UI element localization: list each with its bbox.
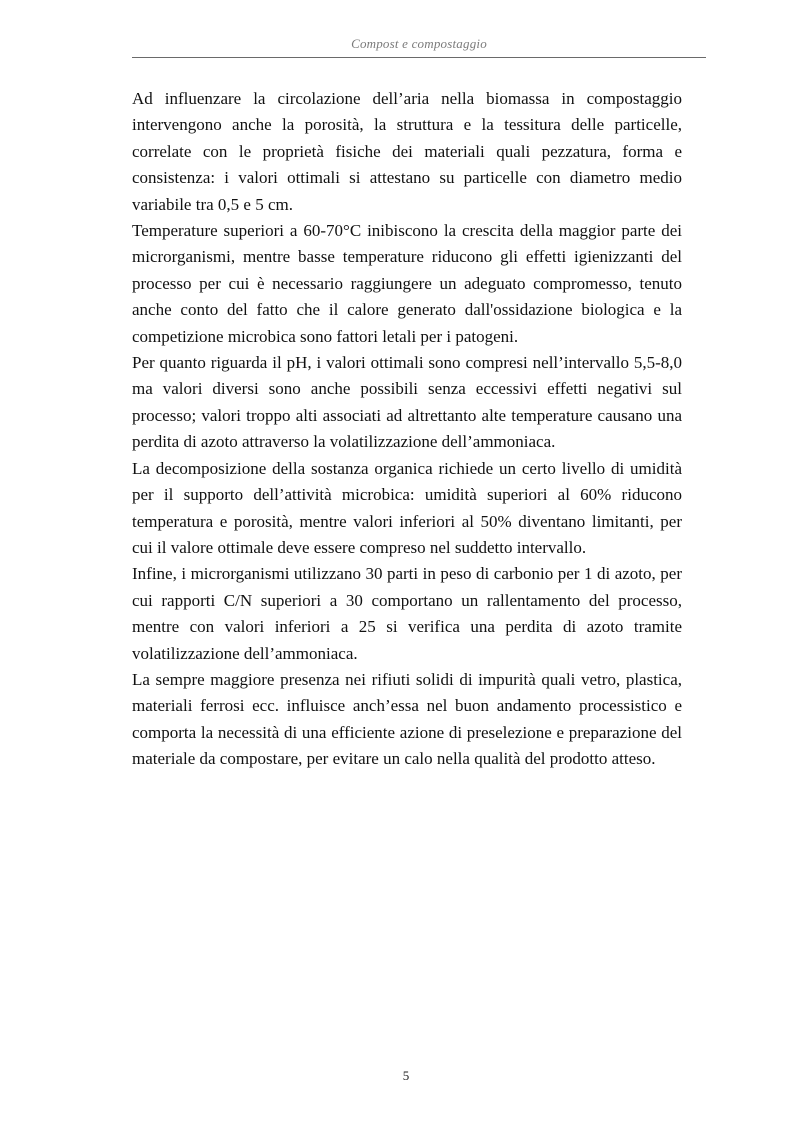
paragraph-moisture: La decomposizione della sostanza organica richiede un certo livello di umidità per il supporto dell’attività microbica: umidità superiori al 60% riducono temperatura e porosità, mentre valori inferiori al 50% diventano limitanti, per cui il valore ottimale deve essere compreso nel suddetto intervallo. xyxy=(132,458,682,557)
page-number: 5 xyxy=(402,1068,410,1083)
body-text xyxy=(132,86,682,773)
paragraph-temperature: Temperature superiori a 60-70°C inibiscono la crescita della maggior parte dei microrganismi, mentre basse temperature riducono gli effetti igienizzanti del processo per cui è necessario raggiungere un adeguato compromesso, tenuto anche conto del fatto che il calore generato dall'ossidazione biologica e la competizione microbica sono fattori letali per i patogeni. xyxy=(132,221,682,346)
paragraph-cn-ratio: Infine, i microrganismi utilizzano 30 parti in peso di carbonio per 1 di azoto, per cui rapporti C/N superiori a 30 comportano un rallentamento del processo, mentre con valori inferiori a 25 si verifica una perdita di azoto tramite volatilizzazione dell’ammoniaca. xyxy=(132,564,682,663)
header-divider xyxy=(132,57,706,58)
paragraph-aeration: Ad influenzare la circolazione dell’aria nella biomassa in compostaggio intervengono anche la porosità, la struttura e la tessitura delle particelle, correlate con le proprietà fisiche dei materiali quali pezzatura, forma e consistenza: i valori ottimali si attestano su particelle con diametro medio variabile tra 0,5 e 5 cm. xyxy=(132,89,682,214)
paragraph-impurities: La sempre maggiore presenza nei rifiuti solidi di impurità quali vetro, plastica, materiali ferrosi ecc. influisce anch’essa nel buon andamento processistico e comporta la necessità di una efficiente azione di preselezione e preparazione del materiale da compostare, per evitare un calo nella qualità del prodotto atteso. xyxy=(132,669,682,769)
running-header: Compost e compostaggio xyxy=(351,36,487,51)
paragraph-ph: Per quanto riguarda il pH, i valori ottimali sono compresi nell’intervallo 5,5-8,0 ma valori diversi sono anche possibili senza eccessivi effetti negativi sul processo; valori troppo alti associati ad altrettanto alte temperature causano una perdita di azoto attraverso la volatilizzazione dell’ammoniaca. xyxy=(132,353,682,452)
